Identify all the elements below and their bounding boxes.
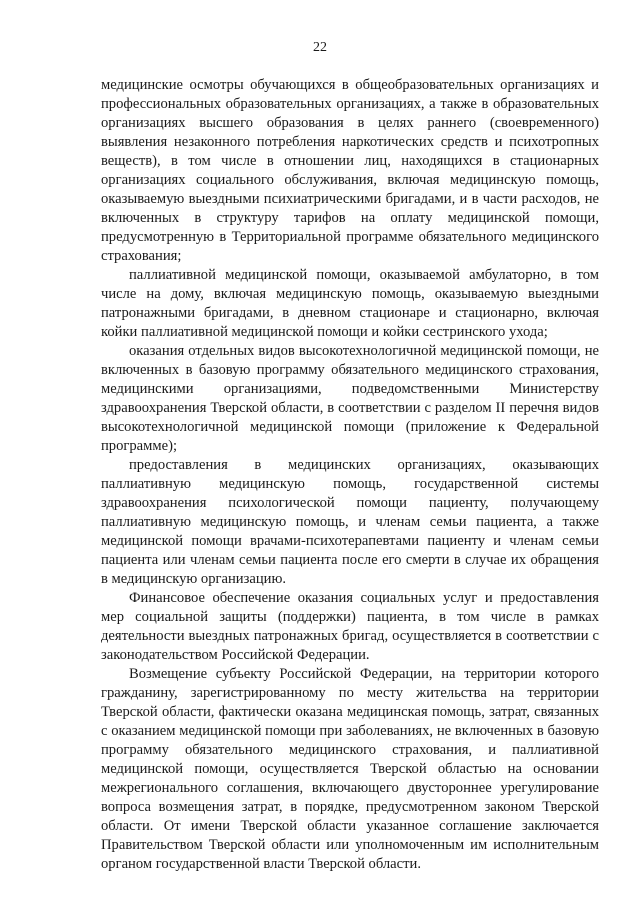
- paragraph-medical-examinations: медицинские осмотры обучающихся в общеобразовательных организациях и профессиональных образовательных организациях, а также в образовательных организациях высшего образования в целях раннего (своевременного) выявления незаконного потребления наркотических средств и психотропных веществ), в том числе в отношении лиц, находящихся в стационарных организациях социального обслуживания, включая медицинскую помощь, оказываемую выездными психиатрическими бригадами, и в части расходов, не включенных в структуру тарифов на оплату медицинской помощи, предусмотренную в Территориальной программе обязательного медицинского страхования;: [101, 77, 599, 264]
- paragraph-cost-reimbursement: Возмещение субъекту Российской Федерации, на территории которого гражданину, зарегистрированному по месту жительства на территории Тверской области, фактически оказана медицинская помощь, затрат, связанных с оказанием медицинской помощи при заболеваниях, не включенных в базовую программу обязательного медицинского страхования, и паллиативной медицинской помощи, осуществляется Тверской областью на основании межрегионального соглашения, включающего двустороннее урегулирование вопроса возмещения затрат, в порядке, предусмотренном законом Тверской области. От имени Тверской области указанное соглашение заключается Правительством Тверской области или уполномоченным им исполнительным органом государственной власти Тверской области.: [101, 666, 599, 872]
- paragraph-social-services-funding: Финансовое обеспечение оказания социальных услуг и предоставления мер социальной защиты (поддержки) пациента, в том числе в рамках деятельности выездных патронажных бригад, осуществляется в соответствии с законодательством Российской Федерации.: [101, 590, 599, 663]
- paragraph-palliative-care: паллиативной медицинской помощи, оказываемой амбулаторно, в том числе на дому, включая медицинскую помощь, оказываемую выездными патронажными бригадами, в дневном стационаре и стационарно, включая койки паллиативной медицинской помощи и койки сестринского ухода;: [101, 267, 599, 340]
- paragraph-high-tech-care: оказания отдельных видов высокотехнологичной медицинской помощи, не включенных в базовую программу обязательного медицинского страхования, медицинскими организациями, подведомственными Министерству здравоохранения Тверской области, в соответствии с разделом II перечня видов высокотехнологичной медицинской помощи (приложение к Федеральной программе);: [101, 343, 599, 454]
- page-number: 22: [313, 40, 327, 55]
- document-body: [101, 76, 599, 874]
- paragraph-psychological-help: предоставления в медицинских организациях, оказывающих паллиативную медицинскую помощь, государственной системы здравоохранения психологической помощи пациенту, получающему паллиативную медицинскую помощь, и членам семьи пациента, а также медицинской помощи врачами-психотерапевтами пациенту и членам семьи пациента или членам семьи пациента после его смерти в случае их обращения в медицинскую организацию.: [101, 457, 599, 587]
